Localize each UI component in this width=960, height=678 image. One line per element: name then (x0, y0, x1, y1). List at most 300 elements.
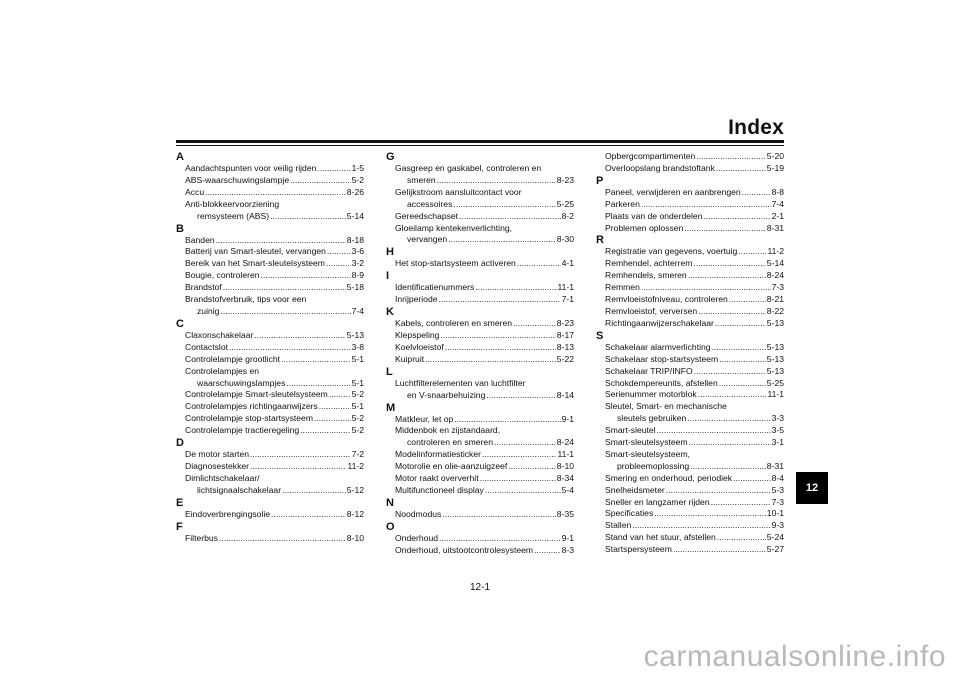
index-letter-heading: E (176, 496, 184, 509)
index-letter-heading: C (176, 317, 184, 330)
index-entry[interactable] (176, 330, 364, 342)
dot-leader (632, 520, 770, 532)
index-entry-text: Filterbus (185, 532, 218, 543)
index-entry-page: 8-13 (556, 341, 574, 352)
index-entry[interactable] (596, 258, 784, 270)
index-entry-page: 5-13 (346, 329, 364, 340)
index-entry-page: 9-3 (771, 520, 784, 531)
index-entry-page: 8-14 (556, 389, 574, 400)
index-entry-line: Gloeilamp kentekenverlichting, (395, 222, 513, 233)
index-entry-page: 8-23 (556, 174, 574, 185)
index-entry[interactable] (596, 473, 784, 485)
index-entry[interactable] (176, 389, 364, 401)
index-entry[interactable] (386, 234, 574, 246)
index-entry[interactable] (176, 270, 364, 282)
index-entry-line: Smart-sleutelsysteem, (605, 448, 691, 459)
index-entry[interactable] (596, 437, 784, 449)
index-entry[interactable] (176, 413, 364, 425)
index-entry-text: Motor raakt oververhit (395, 473, 479, 484)
dot-leader (703, 211, 770, 223)
index-letter-heading: N (386, 496, 394, 509)
index-entry-page: 5-25 (556, 198, 574, 209)
index-entry-page: 2-1 (771, 210, 784, 221)
index-entry-text: Controlelampje stop-startsysteem (185, 413, 313, 424)
index-entry[interactable] (596, 413, 784, 425)
page-number: 12-1 (469, 582, 490, 593)
index-entry[interactable] (176, 425, 364, 437)
index-entry-page: 11-1 (767, 389, 784, 400)
index-entry-page: 8-3 (561, 544, 574, 555)
dot-leader (688, 270, 766, 282)
index-entry-text: Contactslot (185, 341, 228, 352)
index-entry-page: 3-2 (351, 258, 364, 269)
index-letter-heading: F (176, 520, 183, 533)
index-letter-heading: B (176, 222, 184, 235)
index-entry-page: 11-2 (347, 460, 364, 471)
index-entry-page: 8-31 (766, 460, 784, 471)
index-entry-page: 9-1 (561, 532, 574, 543)
index-entry-text: Onderhoud, uitstootcontrolesysteem (395, 544, 534, 555)
index-entry-text: vervangen (407, 234, 448, 245)
index-entry[interactable] (596, 520, 784, 532)
dot-leader (317, 163, 350, 175)
dot-leader (517, 258, 561, 270)
index-entry-page: 7-4 (771, 198, 784, 209)
index-entry-text: ABS-waarschuwingslampje (185, 174, 290, 185)
dot-leader (654, 508, 766, 520)
index-entry[interactable] (386, 414, 574, 426)
dot-leader (698, 389, 767, 401)
index-entry-text: Banden (185, 234, 215, 245)
index-entry-text: Bereik van het Smart-sleutelsysteem (185, 258, 325, 269)
index-entry-text: smeren (407, 174, 436, 185)
dot-leader (687, 413, 770, 425)
dot-leader (270, 211, 346, 223)
index-entry[interactable] (596, 378, 784, 390)
dot-leader (716, 163, 766, 175)
dot-leader (673, 544, 766, 556)
index-entry-text: Identificatienummers (395, 282, 475, 293)
index-entry[interactable] (386, 449, 574, 461)
dot-leader (719, 354, 766, 366)
index-entry-page: 7-3 (771, 282, 784, 293)
index-entry-text: Stallen (605, 520, 632, 531)
index-letter-heading: P (596, 174, 604, 187)
page-title: Index (728, 116, 784, 139)
index-entry-page: 10-1 (766, 508, 784, 519)
header-rule-thick (176, 140, 784, 143)
dot-leader (641, 282, 771, 294)
index-entry-text: zuinig (197, 305, 220, 316)
dot-leader (480, 473, 556, 485)
index-entry[interactable] (176, 187, 364, 199)
dot-leader (281, 354, 351, 366)
index-entry[interactable] (386, 330, 574, 342)
index-entry-page: 5-25 (766, 377, 784, 388)
index-entry-text: Brandstof (185, 282, 222, 293)
index-entry-text: Schokdempereunits, afstellen (605, 377, 718, 388)
index-entry-text: Onderhoud (395, 532, 439, 543)
index-column-3 (596, 151, 784, 556)
index-entry-page: 5-1 (351, 353, 364, 364)
dot-leader (684, 223, 765, 235)
index-entry-page: 5-2 (351, 174, 364, 185)
dot-leader (286, 378, 350, 390)
index-entry-text: Eindoverbrengingsolie (185, 508, 271, 519)
index-entry-page: 7-3 (771, 496, 784, 507)
index-entry-page: 9-1 (561, 413, 574, 424)
index-entry-page: 8-10 (556, 461, 574, 472)
index-column-1 (176, 151, 364, 544)
index-entry-text: remsysteem (ABS) (197, 210, 270, 221)
index-entry[interactable] (386, 390, 574, 402)
dot-leader (229, 342, 351, 354)
index-entry-page: 5-14 (766, 258, 784, 269)
index-entry-text: Claxonschakelaar (185, 329, 254, 340)
index-entry-text: Stand van het stuur, afstellen (605, 532, 716, 543)
index-entry-page: 5-13 (766, 365, 784, 376)
index-entry-text: controleren en smeren (407, 437, 493, 448)
index-entry[interactable] (596, 246, 784, 258)
index-entry-text: Koelvloeistof (395, 341, 444, 352)
index-entry[interactable] (386, 258, 574, 270)
index-entry-page: 5-1 (351, 401, 364, 412)
index-entry[interactable] (596, 461, 784, 473)
index-entry[interactable] (176, 235, 364, 247)
index-entry-page: 5-4 (561, 484, 574, 495)
index-entry[interactable] (386, 342, 574, 354)
dot-leader (696, 151, 766, 163)
dot-leader (690, 461, 766, 473)
index-entry[interactable] (596, 270, 784, 282)
index-entry[interactable] (596, 425, 784, 437)
index-entry[interactable] (596, 223, 784, 235)
index-entry[interactable] (386, 545, 574, 557)
index-entry[interactable] (176, 282, 364, 294)
dot-leader (715, 318, 766, 330)
dot-leader (327, 246, 351, 258)
index-entry-text: Smering en onderhoud, periodiek (605, 472, 733, 483)
index-entry-text: Klepspeling (395, 329, 440, 340)
index-entry[interactable] (596, 187, 784, 199)
index-entry-text: Overloopslang brandstoftank (605, 162, 715, 173)
dot-leader (326, 258, 351, 270)
index-entry-page: 5-3 (771, 484, 784, 495)
dot-leader (698, 306, 766, 318)
index-entry-text: lichtsignaalschakelaar (197, 484, 282, 495)
index-entry[interactable] (386, 211, 574, 223)
dot-leader (459, 211, 561, 223)
index-entry-text: Inrijperiode (395, 294, 438, 305)
dot-leader (742, 187, 771, 199)
index-entry-text: Smart-sleutelsysteem (605, 437, 688, 448)
index-entry[interactable] (596, 306, 784, 318)
index-entry-text: Richtingaanwijzerschakelaar (605, 317, 714, 328)
index-entry-page: 1-5 (351, 163, 364, 173)
dot-leader (719, 378, 766, 390)
index-entry-page: 3-8 (351, 341, 364, 352)
index-entry[interactable] (386, 175, 574, 187)
chapter-tab[interactable]: 12 (796, 472, 828, 504)
index-entry-text: Bougie, controleren (185, 270, 260, 281)
index-entry-page: 8-12 (346, 508, 364, 519)
header-rule-thin (176, 145, 784, 146)
index-entry-page: 5-2 (351, 425, 364, 436)
index-entry[interactable] (596, 294, 784, 306)
index-entry[interactable] (176, 258, 364, 270)
index-entry[interactable] (176, 163, 364, 175)
index-entry-text: Remmen (605, 282, 640, 293)
index-entry-page: 5-24 (766, 532, 784, 543)
index-entry-text: Controlelampje Smart-sleutelsysteem (185, 389, 328, 400)
dot-leader (486, 390, 555, 402)
index-entry[interactable] (596, 366, 784, 378)
dot-leader (254, 330, 345, 342)
index-entry-text: Schakelaar alarmverlichting (605, 341, 711, 352)
index-entry-page: 5-13 (766, 353, 784, 364)
index-entry-text: Startspersysteem (605, 544, 672, 555)
index-entry-page: 5-13 (766, 341, 784, 352)
index-entry-text: Opbergcompartimenten (605, 151, 696, 161)
index-entry[interactable] (176, 378, 364, 390)
index-entry-text: Plaats van de onderdelen (605, 210, 703, 221)
index-entry[interactable] (386, 485, 574, 497)
index-entry[interactable] (176, 485, 364, 497)
index-entry-text: Controlelampje grootlicht (185, 353, 281, 364)
index-entry-page: 5-14 (346, 210, 364, 221)
index-entry[interactable] (386, 461, 574, 473)
index-entry[interactable] (176, 401, 364, 413)
index-entry-text: sleutels gebruiken (617, 413, 687, 424)
index-letter-heading: K (386, 306, 394, 319)
index-entry-text: Schakelaar stop-startsysteem (605, 353, 719, 364)
dot-leader (475, 282, 556, 294)
dot-leader (454, 414, 560, 426)
index-entry-page: 11-1 (557, 282, 574, 293)
dot-leader (216, 235, 346, 247)
index-entry[interactable] (596, 282, 784, 294)
index-entry-text: Specificaties (605, 508, 654, 519)
index-entry-line: Brandstofverbruik, tips voor een (185, 294, 307, 305)
index-entry-page: 8-23 (556, 318, 574, 329)
index-entry-text: Sneller en langzamer rijden (605, 496, 710, 507)
index-letter-heading: M (386, 401, 396, 414)
index-entry-page: 4-1 (561, 258, 574, 269)
index-entry-text: Registratie van gegevens, voertuig (605, 246, 738, 257)
dot-leader (738, 246, 766, 258)
index-entry-line: Controlelampjes en (185, 365, 260, 376)
index-entry-text: Schakelaar TRIP/INFO (605, 365, 693, 376)
index-entry-text: en V-snaarbehuizing (407, 389, 486, 400)
index-entry-text: waarschuwingslampjes (197, 377, 286, 388)
index-entry-text: Remvloeistofniveau, controleren (605, 294, 728, 305)
index-entry-text: Remhendel, achterrem (605, 258, 693, 269)
dot-leader (282, 485, 346, 497)
index-letter-heading: H (386, 246, 394, 259)
index-entry-text: Het stop-startsysteem activeren (395, 258, 516, 269)
index-entry-text: accessoires (407, 198, 453, 209)
index-entry[interactable] (596, 199, 784, 211)
index-entry-page: 5-27 (766, 544, 784, 555)
index-entry-page: 5-19 (766, 162, 784, 173)
dot-leader (453, 199, 555, 211)
index-entry-page: 8-31 (766, 222, 784, 233)
index-entry-text: Paneel, verwijderen en aanbrengen (605, 186, 741, 197)
dot-leader (329, 389, 351, 401)
index-entry-text: Serienummer motorblok (605, 389, 697, 400)
index-entry[interactable] (176, 342, 364, 354)
index-entry[interactable] (596, 354, 784, 366)
index-entry-page: 5-20 (766, 151, 784, 161)
dot-leader (689, 437, 771, 449)
index-entry[interactable] (596, 151, 784, 163)
dot-leader (693, 258, 765, 270)
dot-leader (437, 175, 556, 187)
index-entry-page: 8-34 (556, 473, 574, 484)
index-entry-page: 8-8 (771, 186, 784, 197)
index-entry[interactable] (596, 318, 784, 330)
index-entry[interactable] (176, 211, 364, 223)
index-entry-page: 3-1 (771, 437, 784, 448)
index-entry[interactable] (386, 199, 574, 211)
index-entry[interactable] (596, 544, 784, 556)
index-entry[interactable] (176, 449, 364, 461)
dot-leader (729, 294, 766, 306)
dot-leader (445, 342, 556, 354)
index-entry-line: Dimlichtschakelaar/ (185, 472, 260, 483)
dot-leader (694, 366, 766, 378)
index-entry-page: 5-13 (766, 317, 784, 328)
index-entry-text: De motor starten (185, 449, 249, 460)
index-entry[interactable] (596, 389, 784, 401)
index-entry-page: 7-1 (561, 294, 574, 305)
index-entry-line: Luchtfilterelementen van luchtfilter (395, 377, 526, 388)
index-entry[interactable] (386, 294, 574, 306)
index-entry[interactable] (596, 211, 784, 223)
dot-leader (223, 282, 346, 294)
index-entry[interactable] (176, 509, 364, 521)
index-entry-text: Remvloeistof, verversen (605, 305, 698, 316)
index-entry[interactable] (386, 282, 574, 294)
index-entry-text: Diagnosestekker (185, 460, 250, 471)
dot-leader (220, 306, 350, 318)
index-entry[interactable] (596, 508, 784, 520)
index-entry-line: Sleutel, Smart- en mechanische (605, 401, 727, 412)
index-entry[interactable] (176, 354, 364, 366)
index-entry-text: Kuipruit (395, 353, 425, 364)
index-entry-line: Gasgreep en gaskabel, controleren en (395, 163, 542, 173)
index-entry-line: Anti-blokkeervoorziening (185, 198, 280, 209)
dot-leader (712, 342, 766, 354)
index-entry[interactable] (176, 175, 364, 187)
dot-leader (319, 401, 351, 413)
index-entry[interactable] (596, 497, 784, 509)
index-entry-page: 5-12 (346, 484, 364, 495)
dot-leader (250, 461, 346, 473)
dot-leader (534, 545, 561, 557)
dot-leader (300, 425, 350, 437)
dot-leader (261, 270, 351, 282)
index-entry-text: Kabels, controleren en smeren (395, 318, 513, 329)
index-entry[interactable] (386, 473, 574, 485)
dot-leader (442, 509, 555, 521)
index-entry[interactable] (176, 533, 364, 545)
dot-leader (314, 413, 351, 425)
index-entry-text: Controlelampje tractieregeling (185, 425, 300, 436)
dot-leader (290, 175, 350, 187)
index-letter-heading: I (386, 270, 390, 283)
dot-leader (666, 485, 771, 497)
index-entry-text: Accu (185, 186, 205, 197)
index-entry-page: 3-3 (771, 413, 784, 424)
dot-leader (733, 473, 770, 485)
dot-leader (440, 330, 555, 342)
index-column-2 (386, 151, 574, 557)
dot-leader (448, 234, 556, 246)
index-entry[interactable] (386, 533, 574, 545)
index-entry-page: 3-5 (771, 425, 784, 436)
dot-leader (513, 318, 556, 330)
index-entry-text: Smart-sleutel (605, 425, 656, 436)
index-entry-page: 8-2 (561, 210, 574, 221)
index-entry-page: 8-10 (346, 532, 364, 543)
index-entry-text: Snelheidsmeter (605, 484, 665, 495)
index-entry[interactable] (386, 354, 574, 366)
index-entry-text: Matkleur, let op (395, 413, 454, 424)
dot-leader (439, 294, 561, 306)
index-entry[interactable] (176, 246, 364, 258)
index-entry-page: 8-18 (346, 234, 364, 245)
index-entry[interactable] (386, 318, 574, 330)
index-entry[interactable] (596, 342, 784, 354)
dot-leader (439, 533, 561, 545)
index-entry[interactable] (176, 306, 364, 318)
index-entry-page: 7-2 (351, 449, 364, 460)
index-entry-line: Gelijkstroom aansluitcontact voor (395, 186, 522, 197)
index-entry-page: 5-2 (351, 413, 364, 424)
index-entry-page: 5-18 (346, 282, 364, 293)
index-letter-heading: A (176, 151, 184, 163)
index-entry-text: Controlelampjes richtingaanwijzers (185, 401, 318, 412)
index-entry-page: 8-35 (556, 508, 574, 519)
dot-leader (494, 437, 556, 449)
index-entry[interactable] (176, 461, 364, 473)
watermark: carmanualsonline.info (643, 640, 946, 673)
dot-leader (485, 485, 561, 497)
index-entry-page: 8-17 (556, 329, 574, 340)
dot-leader (711, 497, 771, 509)
index-entry-page: 8-24 (766, 270, 784, 281)
index-entry-text: Batterij van Smart-sleutel, vervangen (185, 246, 326, 257)
index-entry-page: 5-22 (556, 353, 574, 364)
index-letter-heading: S (596, 329, 604, 342)
index-entry[interactable] (386, 509, 574, 521)
index-entry[interactable] (596, 163, 784, 175)
index-entry[interactable] (596, 532, 784, 544)
index-entry[interactable] (596, 485, 784, 497)
index-entry-page: 8-22 (766, 305, 784, 316)
dot-leader (657, 425, 771, 437)
index-entry[interactable] (386, 437, 574, 449)
dot-leader (482, 449, 556, 461)
index-entry-page: 5-1 (351, 377, 364, 388)
index-entry-page: 8-30 (556, 234, 574, 245)
dot-leader (205, 187, 346, 199)
index-letter-heading: O (386, 520, 395, 533)
dot-leader (250, 449, 351, 461)
index-entry-page: 8-24 (556, 437, 574, 448)
index-letter-heading: R (596, 234, 604, 247)
